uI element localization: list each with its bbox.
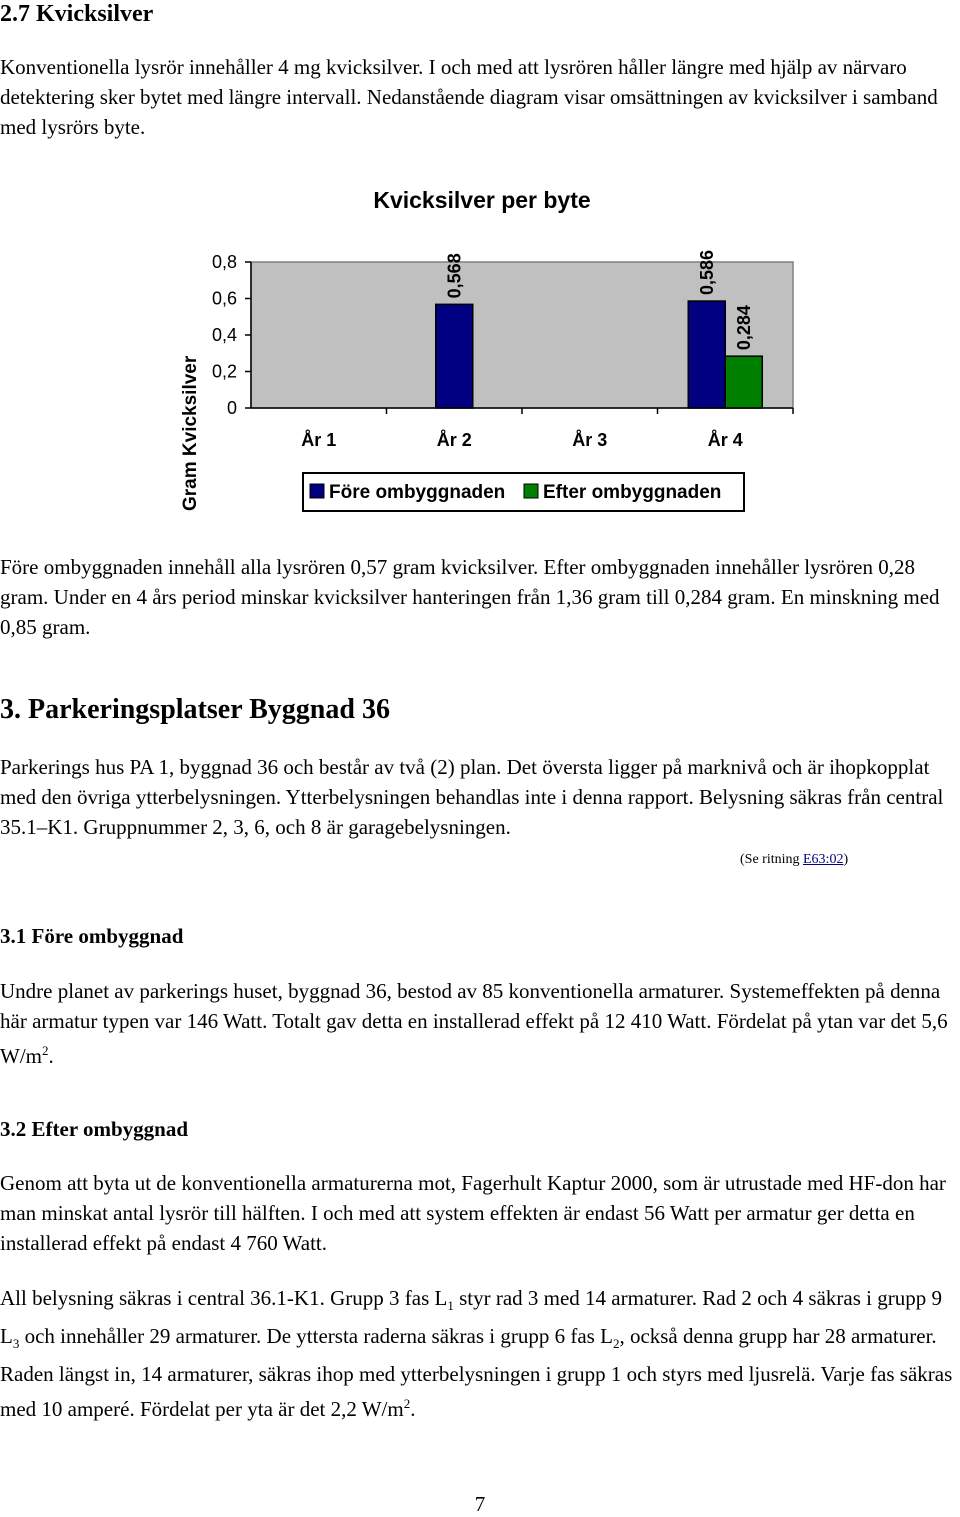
x-category-label: År 2 bbox=[436, 430, 472, 450]
efter-ombyggnad-paragraph-1: Genom att byta ut de konventionella armaturerna mot, Fagerhult Kaptur 2000, som är utrustade med HF-don har man minskat antal lysrör till hälften. I och med att system effekten är endast 56 Watt per armatur ger detta en installerad effekt på endast 4 760 Watt. bbox=[0, 1171, 946, 1255]
subscript-3: 3 bbox=[12, 1336, 20, 1352]
page-number: 7 bbox=[474, 1492, 486, 1516]
fore-end: . bbox=[48, 1044, 54, 1068]
y-axis-label: Gram Kvicksilver bbox=[180, 355, 201, 511]
mercury-bar-chart bbox=[0, 175, 960, 520]
legend-label-fore: Före ombyggnaden bbox=[329, 482, 506, 503]
x-category-label: År 3 bbox=[572, 430, 608, 450]
p2-part-a: All belysning säkras i central 36.1-K1. Grupp 3 fas L bbox=[0, 1286, 448, 1310]
kvicksilver-summary-paragraph: Före ombyggnaden innehåll alla lysrören 0,57 gram kvicksilver. Efter ombyggnaden innehåller lysrören 0,28 gram. Under en 4 års period minskar kvicksilver hanteringen från 1,36 gram till 0,284 gram. En minskning med 0,85 gram. bbox=[0, 555, 940, 639]
p2-part-d: , också denna grupp har 28 armaturer. Raden längst in, 14 armaturer, säkras ihop med ytterbelysningen i grupp 1 och styrs med ljusrelä. Varje fas säkras med 10 amperé. Fördelat per yta är det 2,2 W/m bbox=[0, 1324, 953, 1422]
bar-data-label: 0,586 bbox=[696, 250, 717, 296]
bar-data-label: 0,568 bbox=[444, 253, 465, 299]
kvicksilver-intro-paragraph: Konventionella lysrör innehåller 4 mg kvicksilver. I och med att lysrören håller längre med hjälp av närvaro detektering sker bytet med längre intervall. Nedanstående diagram visar omsättningen av kvicksilver i samband med lysrörs byte. bbox=[0, 55, 938, 139]
x-category-label: År 1 bbox=[301, 430, 337, 450]
p2-part-e: . bbox=[410, 1397, 416, 1422]
note-prefix: (Se ritning bbox=[740, 852, 803, 867]
efter-ombyggnad-paragraph-2 bbox=[0, 1283, 960, 1424]
legend-label-efter: Efter ombyggnaden bbox=[543, 482, 722, 503]
superscript-2-area: 2 bbox=[403, 1396, 411, 1412]
p2-part-c: och innehåller 29 armaturer. De yttersta raderna säkras i grupp 6 fas L bbox=[19, 1324, 613, 1349]
section-heading-efter-ombyggnad: 3.2 Efter ombyggnad bbox=[0, 1117, 189, 1141]
section-heading-parkeringsplatser: 3. Parkeringsplatser Byggnad 36 bbox=[0, 694, 390, 725]
x-category-label: År 4 bbox=[707, 430, 743, 450]
fore-ombyggnad-paragraph bbox=[0, 976, 960, 1071]
parkering-paragraph: Parkerings hus PA 1, byggnad 36 och består av två (2) plan. Det översta ligger på marknivå och är ihopkopplat med den övriga ytterbelysningen. Ytterbelysningen behandlas inte i denna rapport. Belysning säkras från central 35.1–K1. Gruppnummer 2, 3, 6, och 8 är garagebelysningen. bbox=[0, 755, 944, 839]
p2-part-b: styr rad 3 med 14 armaturer. Rad 2 och 4 säkras i grupp 9 L bbox=[0, 1286, 942, 1349]
bar-data-label: 0,284 bbox=[733, 305, 754, 351]
superscript-2: 2 bbox=[42, 1043, 49, 1058]
section-heading-kvicksilver: 2.7 Kvicksilver bbox=[0, 1, 154, 27]
note-suffix: ) bbox=[843, 852, 849, 867]
bar-fore-cat4 bbox=[688, 301, 725, 408]
subscript-2: 2 bbox=[612, 1336, 620, 1352]
fore-text: Undre planet av parkerings huset, byggnad 36, bestod av 85 konventionella armaturer. Systemeffekten på denna här armatur typen var 146 Watt. Totalt gav detta en installerad effekt på 12 410 Watt. Fördelat på ytan var det 5,6 W/m bbox=[0, 979, 948, 1068]
y-tick-label: 0,8 bbox=[211, 252, 237, 272]
legend-swatch-efter bbox=[524, 484, 538, 498]
chart-title: Kvicksilver per byte bbox=[373, 187, 591, 213]
section-heading-fore-ombyggnad: 3.1 Före ombyggnad bbox=[0, 924, 184, 948]
drawing-reference-note bbox=[740, 852, 940, 868]
bar-efter-cat4 bbox=[725, 356, 762, 408]
legend-swatch-fore bbox=[310, 484, 324, 498]
drawing-link-e6302[interactable]: E63:02 bbox=[803, 852, 844, 867]
y-tick-label: 0,2 bbox=[211, 361, 237, 382]
bar-fore-cat2 bbox=[436, 304, 473, 408]
subscript-1: 1 bbox=[447, 1298, 454, 1314]
y-tick-label: 0 bbox=[226, 398, 237, 418]
y-tick-label: 0,6 bbox=[211, 288, 237, 309]
y-tick-label: 0,4 bbox=[211, 325, 237, 345]
